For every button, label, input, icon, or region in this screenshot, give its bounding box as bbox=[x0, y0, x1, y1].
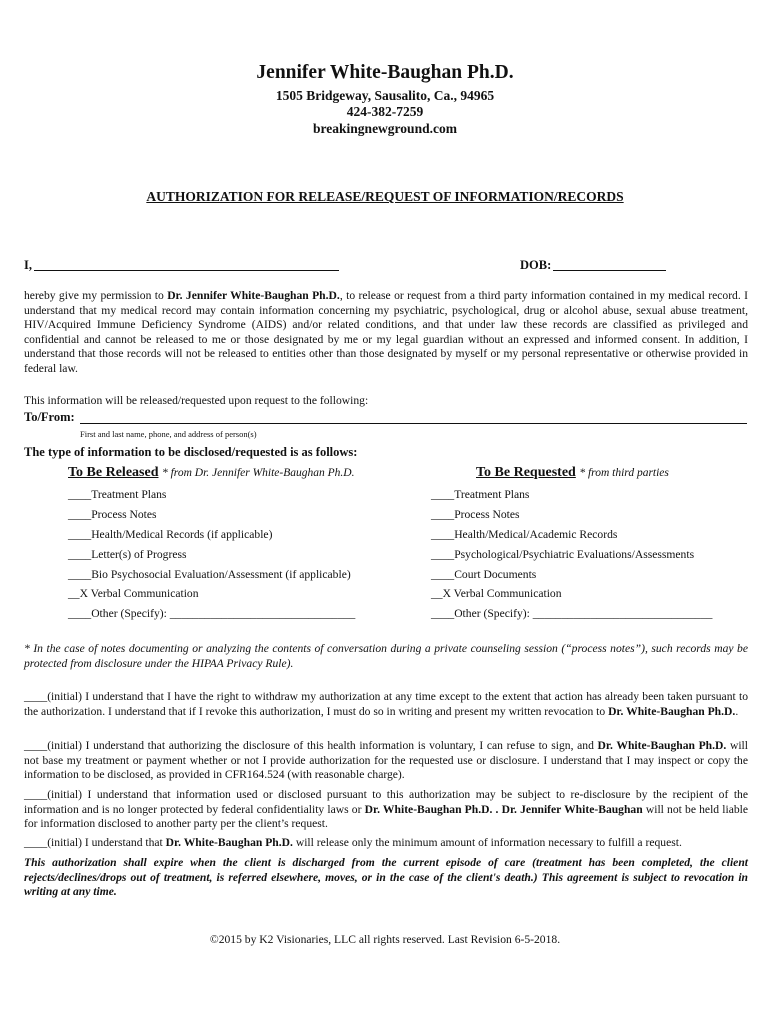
initial-text: ____(initial) I understand that I have the right to withdraw my authorization at any time except to the extent that action has already been taken pursuant to the authorization. I understand that if I revoke this authorization, I must do so in writing and present my written revocation to bbox=[24, 690, 748, 718]
type-heading: The type of information to be disclosed/requested is as follows: bbox=[24, 445, 358, 459]
provider-phone: 424-382-7259 bbox=[346, 104, 424, 119]
released-item[interactable]: ____Process Notes bbox=[68, 508, 157, 521]
requested-item[interactable]: ____Health/Medical/Academic Records bbox=[431, 528, 618, 541]
permission-text: , to release or request from a third party information contained in my medical record. I understand that my medical record may contain information concerning my psychiatric, psychological, drug or alcohol abuse, sexual abuse treatment, HIV/Acquired Immune Deficiency Syndrome (AIDS) and/or related conditions, and that under law these records are classified as privileged and confidential and cannot be released to me or those designated by me or my legal guardian without an expressed and informed consent. In addition, I understand that those records will not be released to entities other than those designated by myself or my personal representative or otherwise provided in federal law. bbox=[24, 289, 749, 375]
requested-item[interactable]: ____Other (Specify): _______________________________ bbox=[431, 607, 713, 620]
requested-item[interactable]: __X Verbal Communication bbox=[431, 587, 562, 600]
release-intro: This information will be released/requested upon request to the following: bbox=[24, 394, 369, 407]
process-notes-note: * In the case of notes documenting or analyzing the contents of conversation during a private counseling session (“process notes”), such records may be protected from disclosure under the HIPAA Privacy Rule). bbox=[24, 642, 748, 670]
initial-statement-minimum bbox=[24, 836, 748, 851]
initial-text: ____(initial) I understand that authorizing the disclosure of this health information is voluntary, I can refuse to sign, and bbox=[24, 739, 598, 752]
requested-item[interactable]: ____Process Notes bbox=[431, 508, 520, 521]
initial-doctor: Dr. White-Baughan Ph.D. bbox=[165, 836, 293, 849]
permission-intro: hereby give my permission to bbox=[24, 289, 168, 302]
to-from-label: To/From: bbox=[24, 410, 75, 424]
released-item[interactable]: ____Bio Psychosocial Evaluation/Assessment (if applicable) bbox=[68, 568, 351, 581]
requested-item[interactable]: ____Treatment Plans bbox=[431, 488, 530, 501]
expiration-statement: This authorization shall expire when the client is discharged from the current episode of care (treatment has been completed, the client rejects/declines/drops out of treatment, is referred elsewhere, moves, or in the case of the client's death.) This agreement is subject to revocation in writing at any time. bbox=[24, 856, 748, 899]
requested-subtitle: * from third parties bbox=[579, 467, 669, 479]
initial-statement-voluntary bbox=[24, 739, 748, 783]
initial-text: ____(initial) I understand that bbox=[24, 836, 166, 849]
dob-field[interactable] bbox=[553, 270, 666, 271]
requested-item[interactable]: ____Psychological/Psychiatric Evaluations/Assessments bbox=[431, 548, 695, 561]
requested-item[interactable]: ____Court Documents bbox=[431, 568, 537, 581]
initial-text: ____(initial) I understand that information used or disclosed pursuant to this authorization may be subject to re-disclosure by the recipient of the information and is no longer protected by federal confidentiality laws or bbox=[24, 788, 748, 816]
provider-website: breakingnewground.com bbox=[313, 121, 457, 136]
provider-address: 1505 Bridgeway, Sausalito, Ca., 94965 bbox=[275, 88, 495, 103]
released-header bbox=[68, 465, 354, 481]
released-item[interactable]: ____Treatment Plans bbox=[68, 488, 167, 501]
initial-statement-redisclosure bbox=[24, 788, 748, 832]
name-field[interactable] bbox=[34, 270, 339, 271]
permission-doctor: Dr. Jennifer White-Baughan Ph.D. bbox=[167, 289, 340, 302]
released-title: To Be Released bbox=[68, 465, 159, 480]
initial-doctor: Dr. White-Baughan Ph.D. . Dr. Jennifer White-Baughan bbox=[364, 802, 643, 816]
initial-text: will release only the minimum amount of information necessary to fulfill a request. bbox=[292, 836, 682, 849]
released-subtitle: * from Dr. Jennifer White-Baughan Ph.D. bbox=[161, 467, 355, 479]
copyright-footer: ©2015 by K2 Visionaries, LLC all rights reserved. Last Revision 6-5-2018. bbox=[209, 933, 561, 946]
requested-title: To Be Requested bbox=[476, 465, 576, 480]
released-item[interactable]: ____Other (Specify): ________________________________ bbox=[68, 607, 356, 620]
requested-header bbox=[476, 465, 669, 481]
provider-name: Jennifer White-Baughan Ph.D. bbox=[256, 62, 514, 83]
dob-label: DOB: bbox=[520, 258, 552, 272]
to-from-hint: First and last name, phone, and address of person(s) bbox=[80, 429, 257, 439]
form-title: AUTHORIZATION FOR RELEASE/REQUEST OF INFORMATION/RECORDS bbox=[146, 189, 624, 204]
permission-paragraph bbox=[24, 289, 748, 377]
to-from-field[interactable] bbox=[80, 423, 747, 424]
initial-text: will not base my treatment or payment whether or not I provide authorization for the requested use or disclosure. I understand that I may inspect or copy the information to be disclosed, as provided in CFR164.524 (with reasonable charge). bbox=[24, 739, 749, 782]
name-label: I, bbox=[24, 258, 32, 272]
initial-doctor: Dr. White-Baughan Ph.D. bbox=[608, 704, 736, 718]
released-item[interactable]: ____Health/Medical Records (if applicable) bbox=[68, 528, 273, 541]
initial-text: . bbox=[735, 704, 739, 718]
released-item[interactable]: ____Letter(s) of Progress bbox=[68, 548, 187, 561]
initial-statement-withdraw bbox=[24, 690, 748, 719]
released-item[interactable]: __X Verbal Communication bbox=[68, 587, 199, 600]
initial-text: will not be held liable for information disclosed to another party per the client’s request. bbox=[24, 802, 749, 831]
initial-doctor: Dr. White-Baughan Ph.D. bbox=[597, 739, 727, 752]
